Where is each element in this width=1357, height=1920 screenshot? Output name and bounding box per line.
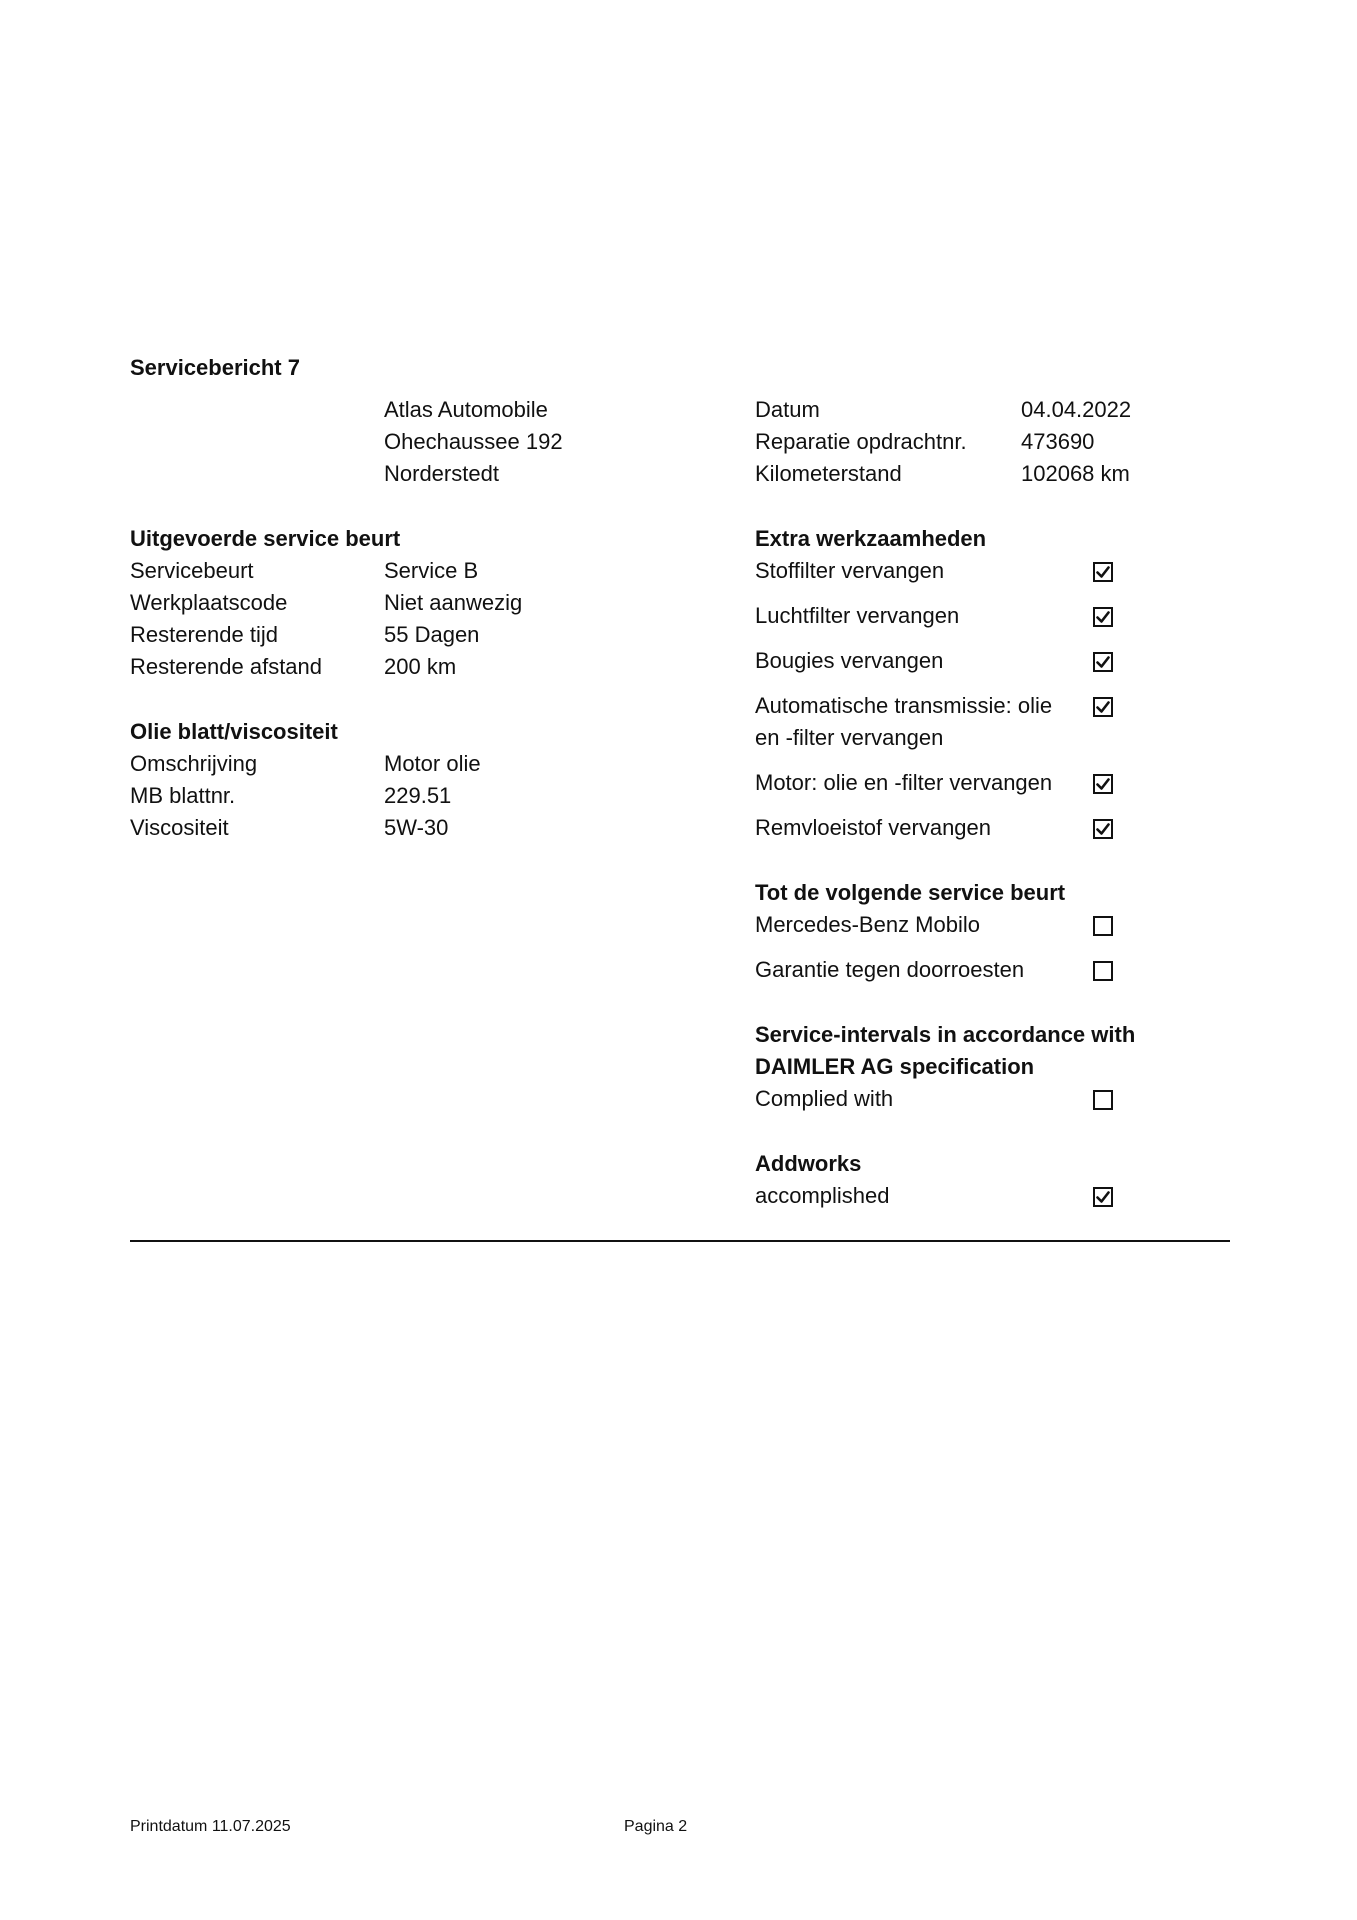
oil-row-label: Viscositeit — [130, 815, 229, 840]
extra-heading: Extra werkzaamheden — [755, 526, 987, 551]
addworks-item-label: accomplished — [755, 1183, 890, 1208]
extra-item-checkbox[interactable] — [1093, 652, 1113, 672]
next-item-label: Mercedes-Benz Mobilo — [755, 912, 980, 937]
extra-item-checkbox[interactable] — [1093, 607, 1113, 627]
dealer-name: Atlas Automobile — [384, 397, 548, 422]
service-row-value: 55 Dagen — [384, 622, 480, 647]
service-heading: Uitgevoerde service beurt — [130, 526, 401, 551]
extra-item-checkbox[interactable] — [1093, 819, 1113, 839]
mileage-label: Kilometerstand — [755, 461, 902, 486]
oil-heading: Olie blatt/viscositeit — [130, 719, 338, 744]
intervals-item-checkbox[interactable] — [1093, 1090, 1113, 1110]
service-row-label: Werkplaatscode — [130, 590, 288, 615]
dealer-city: Norderstedt — [384, 461, 499, 486]
addworks-item-checkbox[interactable] — [1093, 1187, 1113, 1207]
service-row-label: Resterende afstand — [130, 654, 323, 679]
order-number-value: 473690 — [1021, 429, 1095, 454]
intervals-item-label: Complied with — [755, 1086, 894, 1111]
oil-row-value: 229.51 — [384, 783, 452, 808]
service-row-value: Niet aanwezig — [384, 590, 523, 615]
check-icon — [1096, 565, 1110, 579]
check-icon — [1096, 610, 1110, 624]
extra-item-checkbox[interactable] — [1093, 697, 1113, 717]
check-icon — [1096, 822, 1110, 836]
intervals-heading: Service-intervals in accordance with — [755, 1022, 1136, 1047]
extra-item-checkbox[interactable] — [1093, 774, 1113, 794]
check-icon — [1096, 700, 1110, 714]
page-number: Pagina 2 — [624, 1818, 688, 1835]
order-number-label: Reparatie opdrachtnr. — [755, 429, 967, 454]
service-row-label: Servicebeurt — [130, 558, 254, 583]
date-label: Datum — [755, 397, 820, 422]
section-divider — [130, 1240, 1230, 1242]
extra-item-label-line2: en -filter vervangen — [755, 725, 944, 750]
next-item-label: Garantie tegen doorroesten — [755, 957, 1025, 982]
mileage-value: 102068 km — [1021, 461, 1130, 486]
addworks-heading: Addworks — [755, 1151, 862, 1176]
oil-row-value: Motor olie — [384, 751, 481, 776]
print-date: Printdatum 11.07.2025 — [130, 1818, 291, 1835]
extra-item-label: Stoffilter vervangen — [755, 558, 945, 583]
dealer-street: Ohechaussee 192 — [384, 429, 563, 454]
service-row-value: 200 km — [384, 654, 457, 679]
next-service-heading: Tot de volgende service beurt — [755, 880, 1066, 905]
extra-item-label: Automatische transmissie: olie — [755, 693, 1053, 718]
extra-item-label: Luchtfilter vervangen — [755, 603, 960, 628]
intervals-heading-line2: DAIMLER AG specification — [755, 1054, 1035, 1079]
extra-item-label: Bougies vervangen — [755, 648, 944, 673]
page-title: Servicebericht 7 — [130, 355, 300, 380]
next-item-checkbox[interactable] — [1093, 961, 1113, 981]
check-icon — [1096, 1190, 1110, 1204]
extra-item-label: Remvloeistof vervangen — [755, 815, 992, 840]
service-row-label: Resterende tijd — [130, 622, 278, 647]
service-row-value: Service B — [384, 558, 479, 583]
extra-item-label: Motor: olie en -filter vervangen — [755, 770, 1053, 795]
oil-row-value: 5W-30 — [384, 815, 449, 840]
oil-row-label: MB blattnr. — [130, 783, 236, 808]
extra-item-checkbox[interactable] — [1093, 562, 1113, 582]
check-icon — [1096, 777, 1110, 791]
date-value: 04.04.2022 — [1021, 397, 1132, 422]
check-icon — [1096, 655, 1110, 669]
next-item-checkbox[interactable] — [1093, 916, 1113, 936]
oil-row-label: Omschrijving — [130, 751, 258, 776]
